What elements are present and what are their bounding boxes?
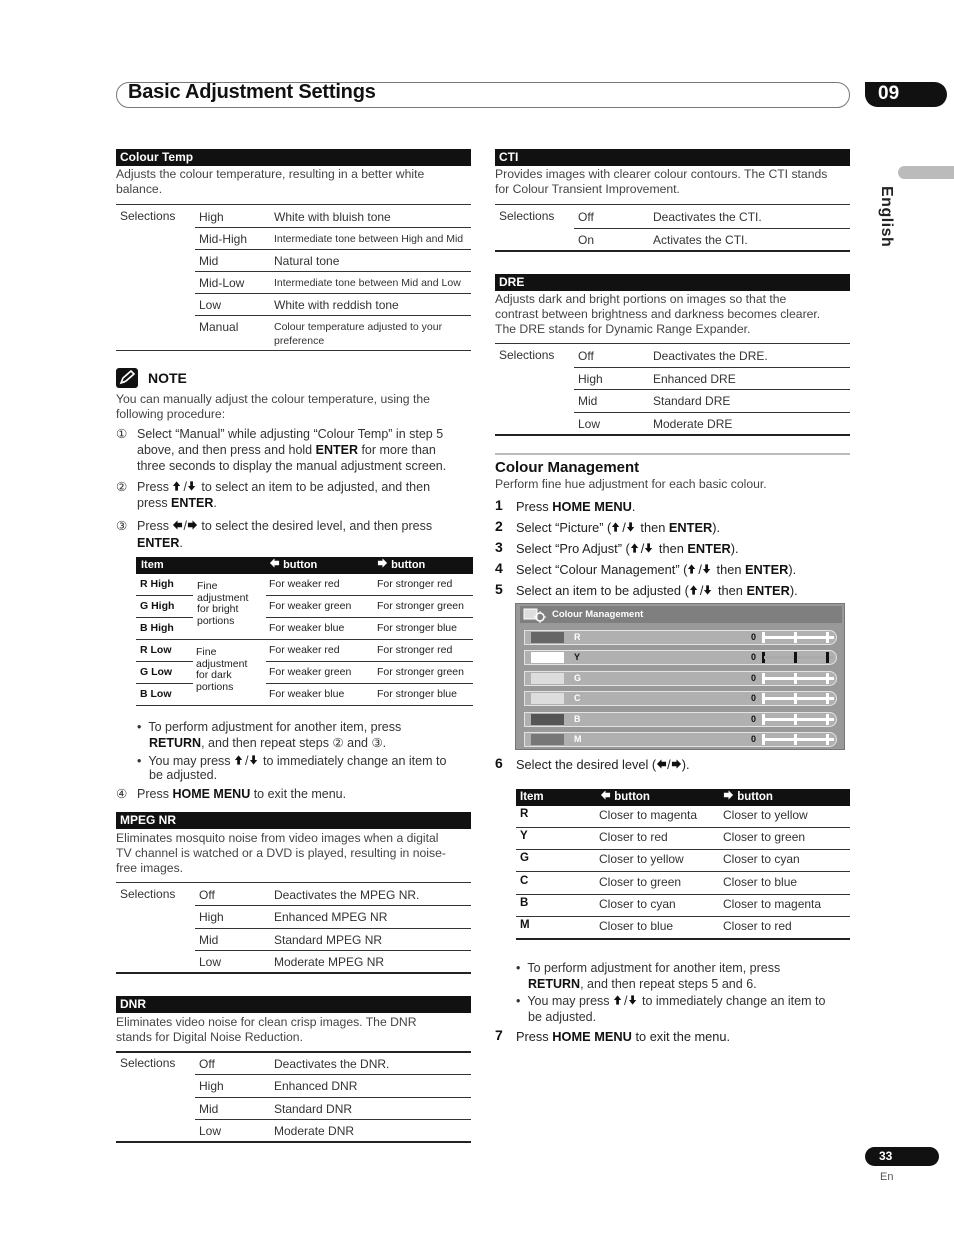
cm-step-text: Press HOME MENU.	[516, 499, 636, 514]
colour-swatch	[531, 652, 564, 663]
slider-track	[764, 697, 834, 700]
divider	[495, 453, 850, 455]
slider-end-right	[826, 673, 829, 684]
row-divider	[116, 350, 471, 351]
mpeg-nr-desc-line3: free images.	[116, 861, 184, 875]
note-intro-line2: following procedure:	[116, 407, 226, 421]
left-button-effect: Closer to magenta	[599, 808, 698, 822]
item-label: C	[520, 874, 529, 887]
selection-option: Low	[578, 416, 601, 431]
selection-value: Intermediate tone between High and Mid	[274, 233, 464, 245]
slider-track	[764, 677, 834, 680]
slider-end-right	[826, 714, 829, 725]
row-divider	[574, 412, 850, 413]
row-divider	[516, 938, 850, 940]
cm-step-num: 3	[495, 539, 503, 555]
divider	[116, 204, 471, 205]
section-heading-mpeg-nr: MPEG NR	[116, 812, 471, 829]
note-step2-num: ②	[116, 480, 128, 494]
selection-option: High	[199, 210, 224, 224]
note-step3-line2: ENTER.	[137, 536, 183, 550]
group-label-dark: adjustment	[196, 657, 248, 670]
right-button-effect: For stronger green	[377, 600, 464, 612]
left-button-effect: For weaker red	[269, 578, 340, 590]
row-divider	[195, 249, 471, 250]
row-divider	[195, 227, 471, 228]
row-divider	[136, 661, 193, 662]
row-divider	[195, 1119, 471, 1120]
arrow-icon	[630, 542, 641, 554]
note-step3-num: ③	[116, 519, 128, 533]
selection-option: Low	[199, 954, 222, 969]
selection-option: High	[578, 371, 603, 386]
item-label: B Low	[140, 688, 172, 700]
osd-item-value: 0	[751, 734, 757, 744]
row-divider	[574, 389, 850, 390]
slider-thumb	[794, 693, 797, 704]
row-divider	[516, 916, 850, 917]
cm-step-num: 4	[495, 560, 503, 576]
note-step2-line2: press ENTER.	[137, 496, 217, 510]
row-divider	[195, 905, 471, 906]
row-divider	[574, 367, 850, 368]
left-button-effect: Closer to red	[599, 830, 668, 845]
osd-item-value: 0	[751, 652, 757, 663]
colour-management-desc: Perform fine hue adjustment for each basic colour.	[495, 477, 767, 491]
slider-thumb	[794, 652, 797, 663]
selection-option: High	[199, 910, 224, 925]
cm-bullet1-line1: • To perform adjustment for another item, press	[516, 961, 781, 975]
right-button-effect: Closer to blue	[723, 874, 798, 889]
selections-label: Selections	[499, 348, 555, 362]
arrow-icon	[689, 584, 700, 596]
right-arrow-icon	[723, 791, 734, 803]
selection-option: Mid	[199, 1101, 219, 1116]
row-divider	[195, 1097, 471, 1098]
slider-end-right	[826, 652, 829, 663]
tv-menu-icon	[522, 606, 546, 623]
arrow-icon	[644, 542, 655, 554]
colour-swatch	[531, 734, 564, 745]
selection-value: Natural tone	[274, 254, 340, 268]
osd-item-label: C	[574, 693, 581, 704]
osd-item-label: R	[574, 632, 581, 642]
dnr-desc-line2: stands for Digital Noise Reduction.	[116, 1030, 303, 1044]
selection-value: Enhanced DRE	[653, 371, 736, 386]
slider-thumb	[794, 632, 797, 643]
note-step1-num: ①	[116, 427, 128, 441]
cm-bullet2-line1: • You may press / to immediately change an item to	[516, 994, 826, 1008]
divider	[495, 204, 850, 205]
language-label: English	[878, 186, 895, 248]
section-heading-dre: DRE	[495, 274, 850, 291]
group-label-bright: portions	[197, 614, 235, 627]
right-button-effect: For stronger green	[377, 666, 464, 678]
item-label: R	[520, 808, 529, 820]
divider	[116, 1051, 471, 1053]
left-right-arrows-icon: /	[656, 757, 682, 772]
left-button-effect: For weaker red	[269, 644, 340, 656]
selection-value: White with bluish tone	[274, 210, 391, 224]
slider-thumb	[794, 734, 797, 745]
selection-option: Mid-High	[199, 232, 248, 246]
dre-desc-line1: Adjusts dark and bright portions on images so that the	[495, 292, 787, 306]
section-heading-colour-temp: Colour Temp	[116, 149, 471, 166]
row-divider	[136, 639, 473, 640]
left-button-effect: For weaker blue	[269, 688, 345, 700]
group-label-dark: Fine	[196, 646, 217, 658]
note-intro-line1: You can manually adjust the colour temperature, using the	[116, 392, 430, 406]
item-label: R Low	[140, 644, 172, 656]
row-divider	[195, 293, 471, 294]
row-divider	[495, 434, 850, 436]
arrow-icon	[703, 584, 714, 596]
cm-step-num: 1	[495, 497, 503, 513]
selection-value: Moderate DNR	[274, 1123, 355, 1138]
note-title: NOTE	[148, 370, 187, 386]
left-arrow-icon	[269, 559, 280, 571]
selection-option: On	[578, 232, 595, 247]
note-bullet1-line1: • To perform adjustment for another item, press	[137, 720, 402, 734]
osd-item-value: 0	[751, 693, 757, 704]
right-button-effect: Closer to red	[723, 919, 792, 933]
up-down-arrows-icon: /	[172, 480, 197, 494]
left-arrow-icon	[600, 791, 611, 803]
slider-track	[764, 738, 834, 741]
selections-label: Selections	[120, 1056, 176, 1070]
note-step1-line3: three seconds to display the manual adjustment screen.	[137, 459, 447, 473]
cm-step7-text: Press HOME MENU to exit the menu.	[516, 1029, 731, 1044]
row-divider	[516, 871, 850, 872]
section-heading-cti: CTI	[495, 149, 850, 166]
cm-step-num: 5	[495, 581, 503, 597]
arrow-icon	[626, 521, 637, 533]
cm-bullet1-line2: RETURN, and then repeat steps 5 and 6.	[528, 977, 757, 991]
right-button-effect: Closer to green	[723, 830, 806, 845]
slider-end-right	[826, 632, 829, 643]
note-bullet2-line2: be adjusted.	[149, 768, 218, 782]
selection-value: Enhanced DNR	[274, 1079, 358, 1094]
cti-desc-line2: for Colour Transient Improvement.	[495, 182, 680, 196]
row-divider	[266, 617, 473, 618]
row-divider	[266, 683, 473, 684]
osd-item-label: B	[574, 713, 581, 724]
manual-table-header: Item button button	[136, 557, 473, 574]
cm-step-text: Select an item to be adjusted ( / then ENTER).	[516, 583, 798, 598]
right-button-effect: Closer to magenta	[723, 896, 822, 911]
row-divider	[516, 827, 850, 828]
selection-option: Off	[578, 349, 594, 363]
colour-management-heading: Colour Management	[495, 459, 640, 476]
selection-value: Deactivates the DNR.	[274, 1057, 390, 1071]
slider-track	[764, 656, 834, 659]
pencil-icon	[116, 368, 138, 388]
left-right-arrows-icon: /	[172, 519, 197, 533]
row-divider	[195, 1074, 471, 1075]
slider-end-right	[826, 693, 829, 704]
selection-option: Low	[199, 298, 222, 312]
section-heading-dnr: DNR	[116, 996, 471, 1013]
right-button-effect: For stronger red	[377, 578, 453, 590]
arrow-icon	[702, 563, 713, 575]
osd-title-bar: Colour Management	[520, 606, 842, 623]
slider-track	[764, 636, 834, 639]
item-label: G Low	[140, 666, 173, 678]
selection-option: Low	[199, 1123, 222, 1138]
right-button-effect: For stronger blue	[377, 688, 457, 700]
language-tab-marker	[898, 166, 954, 179]
note-step4-num: ④	[116, 787, 128, 801]
mpeg-nr-desc-line2: TV channel is watched or a DVD is played, resulting in noise-	[116, 846, 446, 860]
colour-swatch	[531, 693, 564, 704]
cm-step-text: Select “Pro Adjust” ( / then ENTER).	[516, 541, 739, 556]
selections-label: Selections	[120, 209, 176, 223]
divider	[495, 343, 850, 344]
cm-step-text: Select “Colour Management” ( / then ENTER).	[516, 562, 797, 577]
left-button-effect: Closer to blue	[599, 919, 674, 933]
right-button-effect: For stronger blue	[377, 622, 457, 634]
row-divider	[136, 617, 193, 618]
note-step2-line1: Press / to select an item to be adjusted, and then	[137, 480, 431, 494]
note-step1-line2: above, and then press and hold ENTER for more than	[137, 443, 436, 457]
cm-table-header: Item button button	[516, 789, 850, 806]
left-button-effect: For weaker green	[269, 666, 352, 678]
row-divider	[266, 595, 473, 596]
row-divider	[195, 928, 471, 929]
selection-value-cont: preference	[274, 335, 325, 347]
right-button-effect: For stronger red	[377, 644, 453, 656]
arrow-icon	[687, 563, 698, 575]
selection-value: White with reddish tone	[274, 298, 399, 312]
dre-desc-line2: contrast between brightness and darkness becomes clearer.	[495, 307, 821, 321]
selection-value: Moderate DRE	[653, 416, 733, 431]
cm-step6-text: Select the desired level ( / ).	[516, 757, 690, 772]
left-button-effect: Closer to green	[599, 874, 682, 889]
item-label: G	[520, 852, 529, 865]
selection-value: Standard DRE	[653, 394, 731, 408]
group-label-dark: portions	[196, 680, 234, 693]
row-divider	[266, 661, 473, 662]
row-divider	[136, 705, 473, 706]
row-divider	[195, 315, 471, 316]
osd-item-label: Y	[574, 652, 581, 663]
row-divider	[195, 271, 471, 272]
cm-step7-num: 7	[495, 1027, 503, 1043]
colour-swatch	[531, 673, 564, 684]
osd-item-label: M	[574, 734, 582, 744]
row-divider	[116, 1141, 471, 1143]
note-bullet2-line1: • You may press / to immediately change an item to	[137, 754, 447, 768]
row-divider	[495, 250, 850, 252]
row-divider	[574, 228, 850, 229]
colour-swatch	[531, 632, 564, 643]
group-label-dark: for dark	[196, 669, 232, 681]
colour-temp-desc-line2: balance.	[116, 182, 163, 196]
selection-value: Colour temperature adjusted to your	[274, 321, 443, 333]
right-arrow-icon	[377, 559, 388, 571]
colour-temp-desc-line1: Adjusts the colour temperature, resulting in a better white	[116, 167, 425, 181]
up-down-arrows-icon: /	[234, 754, 259, 768]
slider-end-right	[826, 734, 829, 745]
osd-item-value: 0	[751, 632, 757, 642]
selections-label: Selections	[499, 209, 555, 223]
arrow-icon	[611, 521, 622, 533]
selection-value: Activates the CTI.	[653, 232, 748, 247]
group-label-bright: for bright	[197, 603, 239, 615]
selection-value: Moderate MPEG NR	[274, 954, 385, 969]
up-down-arrows-icon: /	[613, 994, 638, 1008]
mpeg-nr-desc-line1: Eliminates mosquito noise from video images when a digital	[116, 831, 439, 845]
right-button-effect: Closer to cyan	[723, 852, 800, 867]
page-number: 33	[865, 1147, 939, 1166]
cm-step-text: Select “Picture” ( / then ENTER).	[516, 520, 721, 535]
note-step3-line1: Press / to select the desired level, and then press	[137, 519, 433, 533]
page-title: Basic Adjustment Settings	[128, 81, 376, 103]
selection-option: Mid-Low	[199, 276, 245, 290]
selection-value: Standard MPEG NR	[274, 932, 383, 947]
row-divider	[195, 950, 471, 951]
left-button-effect: For weaker green	[269, 600, 352, 612]
right-button-effect: Closer to yellow	[723, 808, 808, 822]
cm-step-num: 2	[495, 518, 503, 534]
row-divider	[136, 683, 193, 684]
selection-value: Deactivates the MPEG NR.	[274, 888, 420, 902]
dnr-desc-line1: Eliminates video noise for clean crisp images. The DNR	[116, 1015, 417, 1029]
item-label: B	[520, 896, 529, 909]
selection-option: Mid	[199, 932, 219, 947]
page-lang: En	[880, 1171, 894, 1183]
osd-item-value: 0	[751, 672, 757, 683]
selection-option: Manual	[199, 320, 239, 334]
note-step4-text: Press HOME MENU to exit the menu.	[137, 787, 347, 801]
selection-option: Off	[578, 210, 594, 224]
left-button-effect: For weaker blue	[269, 622, 345, 634]
selection-value: Intermediate tone between Mid and Low	[274, 277, 461, 289]
group-label-bright: adjustment	[197, 591, 249, 604]
slider-thumb	[794, 714, 797, 725]
divider	[116, 882, 471, 883]
row-divider	[516, 849, 850, 850]
left-button-effect: Closer to yellow	[599, 852, 684, 867]
selection-option: Mid	[199, 254, 219, 268]
selections-label: Selections	[120, 887, 176, 901]
slider-track	[764, 718, 834, 721]
note-step1-line1: Select “Manual” while adjusting “Colour Temp” in step 5	[137, 427, 444, 441]
item-label: G High	[140, 600, 175, 612]
selection-option: Mid	[578, 394, 598, 408]
cm-bullet2-line2: be adjusted.	[528, 1010, 597, 1024]
row-divider	[136, 595, 193, 596]
chapter-badge: 09	[865, 82, 947, 107]
item-label: Y	[520, 830, 528, 843]
selection-option: High	[199, 1079, 224, 1094]
item-label: B High	[140, 622, 174, 634]
cti-desc-line1: Provides images with clearer colour contours. The CTI stands	[495, 167, 828, 181]
note-bullet1-line2: RETURN, and then repeat steps ② and ③.	[149, 736, 387, 750]
colour-swatch	[531, 714, 564, 725]
dre-desc-line3: The DRE stands for Dynamic Range Expander.	[495, 322, 751, 336]
slider-thumb	[794, 673, 797, 684]
selection-value: Standard DNR	[274, 1101, 353, 1116]
osd-item-value: 0	[751, 713, 757, 724]
selection-option: Off	[199, 888, 215, 902]
group-label-bright: Fine	[197, 580, 218, 592]
selection-value: Enhanced MPEG NR	[274, 910, 388, 925]
item-label: M	[520, 919, 530, 931]
selection-value: Deactivates the CTI.	[653, 210, 762, 224]
selection-value: Deactivates the DRE.	[653, 349, 768, 363]
selection-option: Off	[199, 1057, 215, 1071]
item-label: R High	[140, 578, 174, 590]
left-button-effect: Closer to cyan	[599, 896, 676, 911]
cm-step6-num: 6	[495, 755, 503, 771]
row-divider	[516, 894, 850, 895]
row-divider	[116, 972, 471, 974]
osd-item-label: G	[574, 672, 582, 683]
